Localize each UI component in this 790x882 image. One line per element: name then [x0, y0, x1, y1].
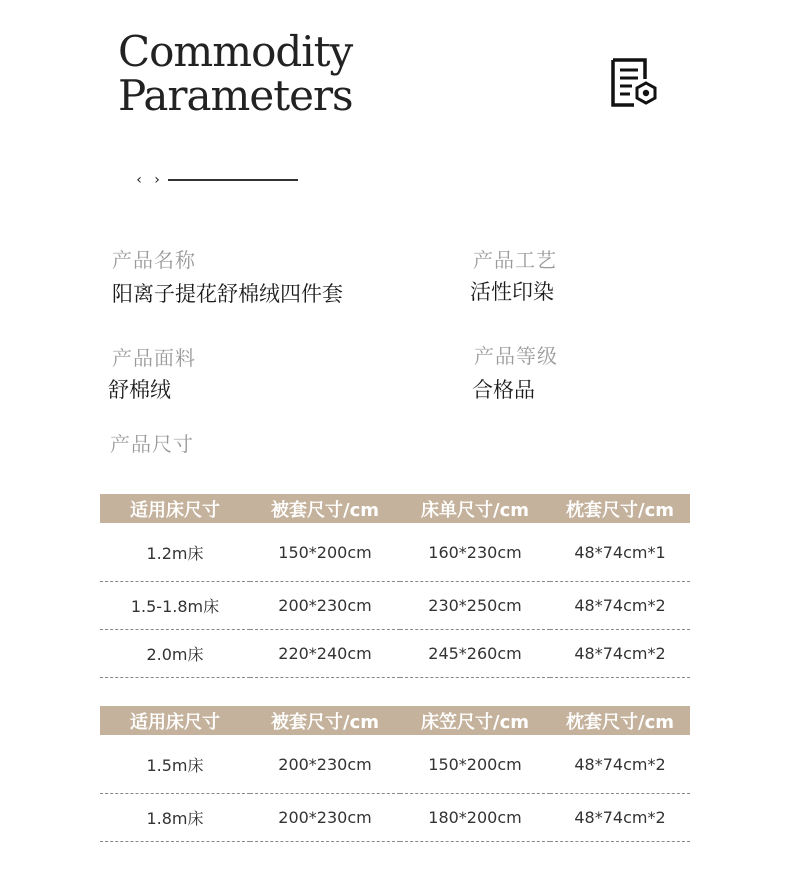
cell-duvet-size: 200*230cm: [250, 735, 400, 794]
title-line-2: Parameters: [118, 71, 353, 120]
cell-duvet-size: 220*240cm: [250, 630, 400, 678]
col-pillowcase-size: 枕套尺寸/cm: [550, 706, 690, 735]
table-row: [100, 630, 690, 678]
page-title: [118, 27, 353, 120]
cell-bed-size: 1.5m床: [100, 735, 250, 794]
product-fabric-value: 舒棉绒: [108, 378, 171, 402]
size-table-duvet-fitted: [100, 706, 690, 842]
product-fabric-label: 产品面料: [112, 346, 196, 370]
table-row: [100, 523, 690, 582]
cell-sheet-size: 230*250cm: [400, 582, 550, 630]
cell-pillowcase-size: 48*74cm*2: [550, 735, 690, 794]
product-grade-value: 合格品: [472, 378, 535, 402]
table-header-row: [100, 706, 690, 735]
product-craft-label: 产品工艺: [473, 248, 557, 272]
table-row: [100, 794, 690, 842]
product-grade-label: 产品等级: [474, 344, 558, 368]
table-row: [100, 582, 690, 630]
table-row: [100, 735, 690, 794]
cell-bed-size: 1.2m床: [100, 523, 250, 582]
cell-bed-size: 1.8m床: [100, 794, 250, 842]
product-name-value: 阳离子提花舒棉绒四件套: [112, 282, 343, 306]
product-size-label: 产品尺寸: [110, 432, 194, 456]
product-name-label: 产品名称: [112, 248, 196, 272]
cell-pillowcase-size: 48*74cm*1: [550, 523, 690, 582]
cell-fitted-sheet-size: 150*200cm: [400, 735, 550, 794]
cell-bed-size: 2.0m床: [100, 630, 250, 678]
col-sheet-size: 床单尺寸/cm: [400, 494, 550, 523]
cell-sheet-size: 245*260cm: [400, 630, 550, 678]
document-settings-icon: [610, 57, 658, 109]
cell-duvet-size: 200*230cm: [250, 794, 400, 842]
col-bed-size: 适用床尺寸: [100, 494, 250, 523]
col-fitted-sheet-size: 床笠尺寸/cm: [400, 706, 550, 735]
cell-pillowcase-size: 48*74cm*2: [550, 582, 690, 630]
next-arrow-icon[interactable]: ›: [154, 172, 160, 188]
title-line-1: Commodity: [118, 27, 353, 76]
cell-duvet-size: 150*200cm: [250, 523, 400, 582]
cell-sheet-size: 160*230cm: [400, 523, 550, 582]
cell-pillowcase-size: 48*74cm*2: [550, 794, 690, 842]
size-table-duvet-sheet: [100, 494, 690, 678]
col-pillowcase-size: 枕套尺寸/cm: [550, 494, 690, 523]
product-craft-value: 活性印染: [470, 280, 554, 304]
col-duvet-size: 被套尺寸/cm: [250, 494, 400, 523]
cell-pillowcase-size: 48*74cm*2: [550, 630, 690, 678]
col-bed-size: 适用床尺寸: [100, 706, 250, 735]
prev-arrow-icon[interactable]: ‹: [136, 172, 142, 188]
cell-duvet-size: 200*230cm: [250, 582, 400, 630]
carousel-nav: [130, 170, 298, 190]
cell-fitted-sheet-size: 180*200cm: [400, 794, 550, 842]
nav-divider: [168, 179, 298, 181]
cell-bed-size: 1.5-1.8m床: [100, 582, 250, 630]
table-header-row: [100, 494, 690, 523]
col-duvet-size: 被套尺寸/cm: [250, 706, 400, 735]
